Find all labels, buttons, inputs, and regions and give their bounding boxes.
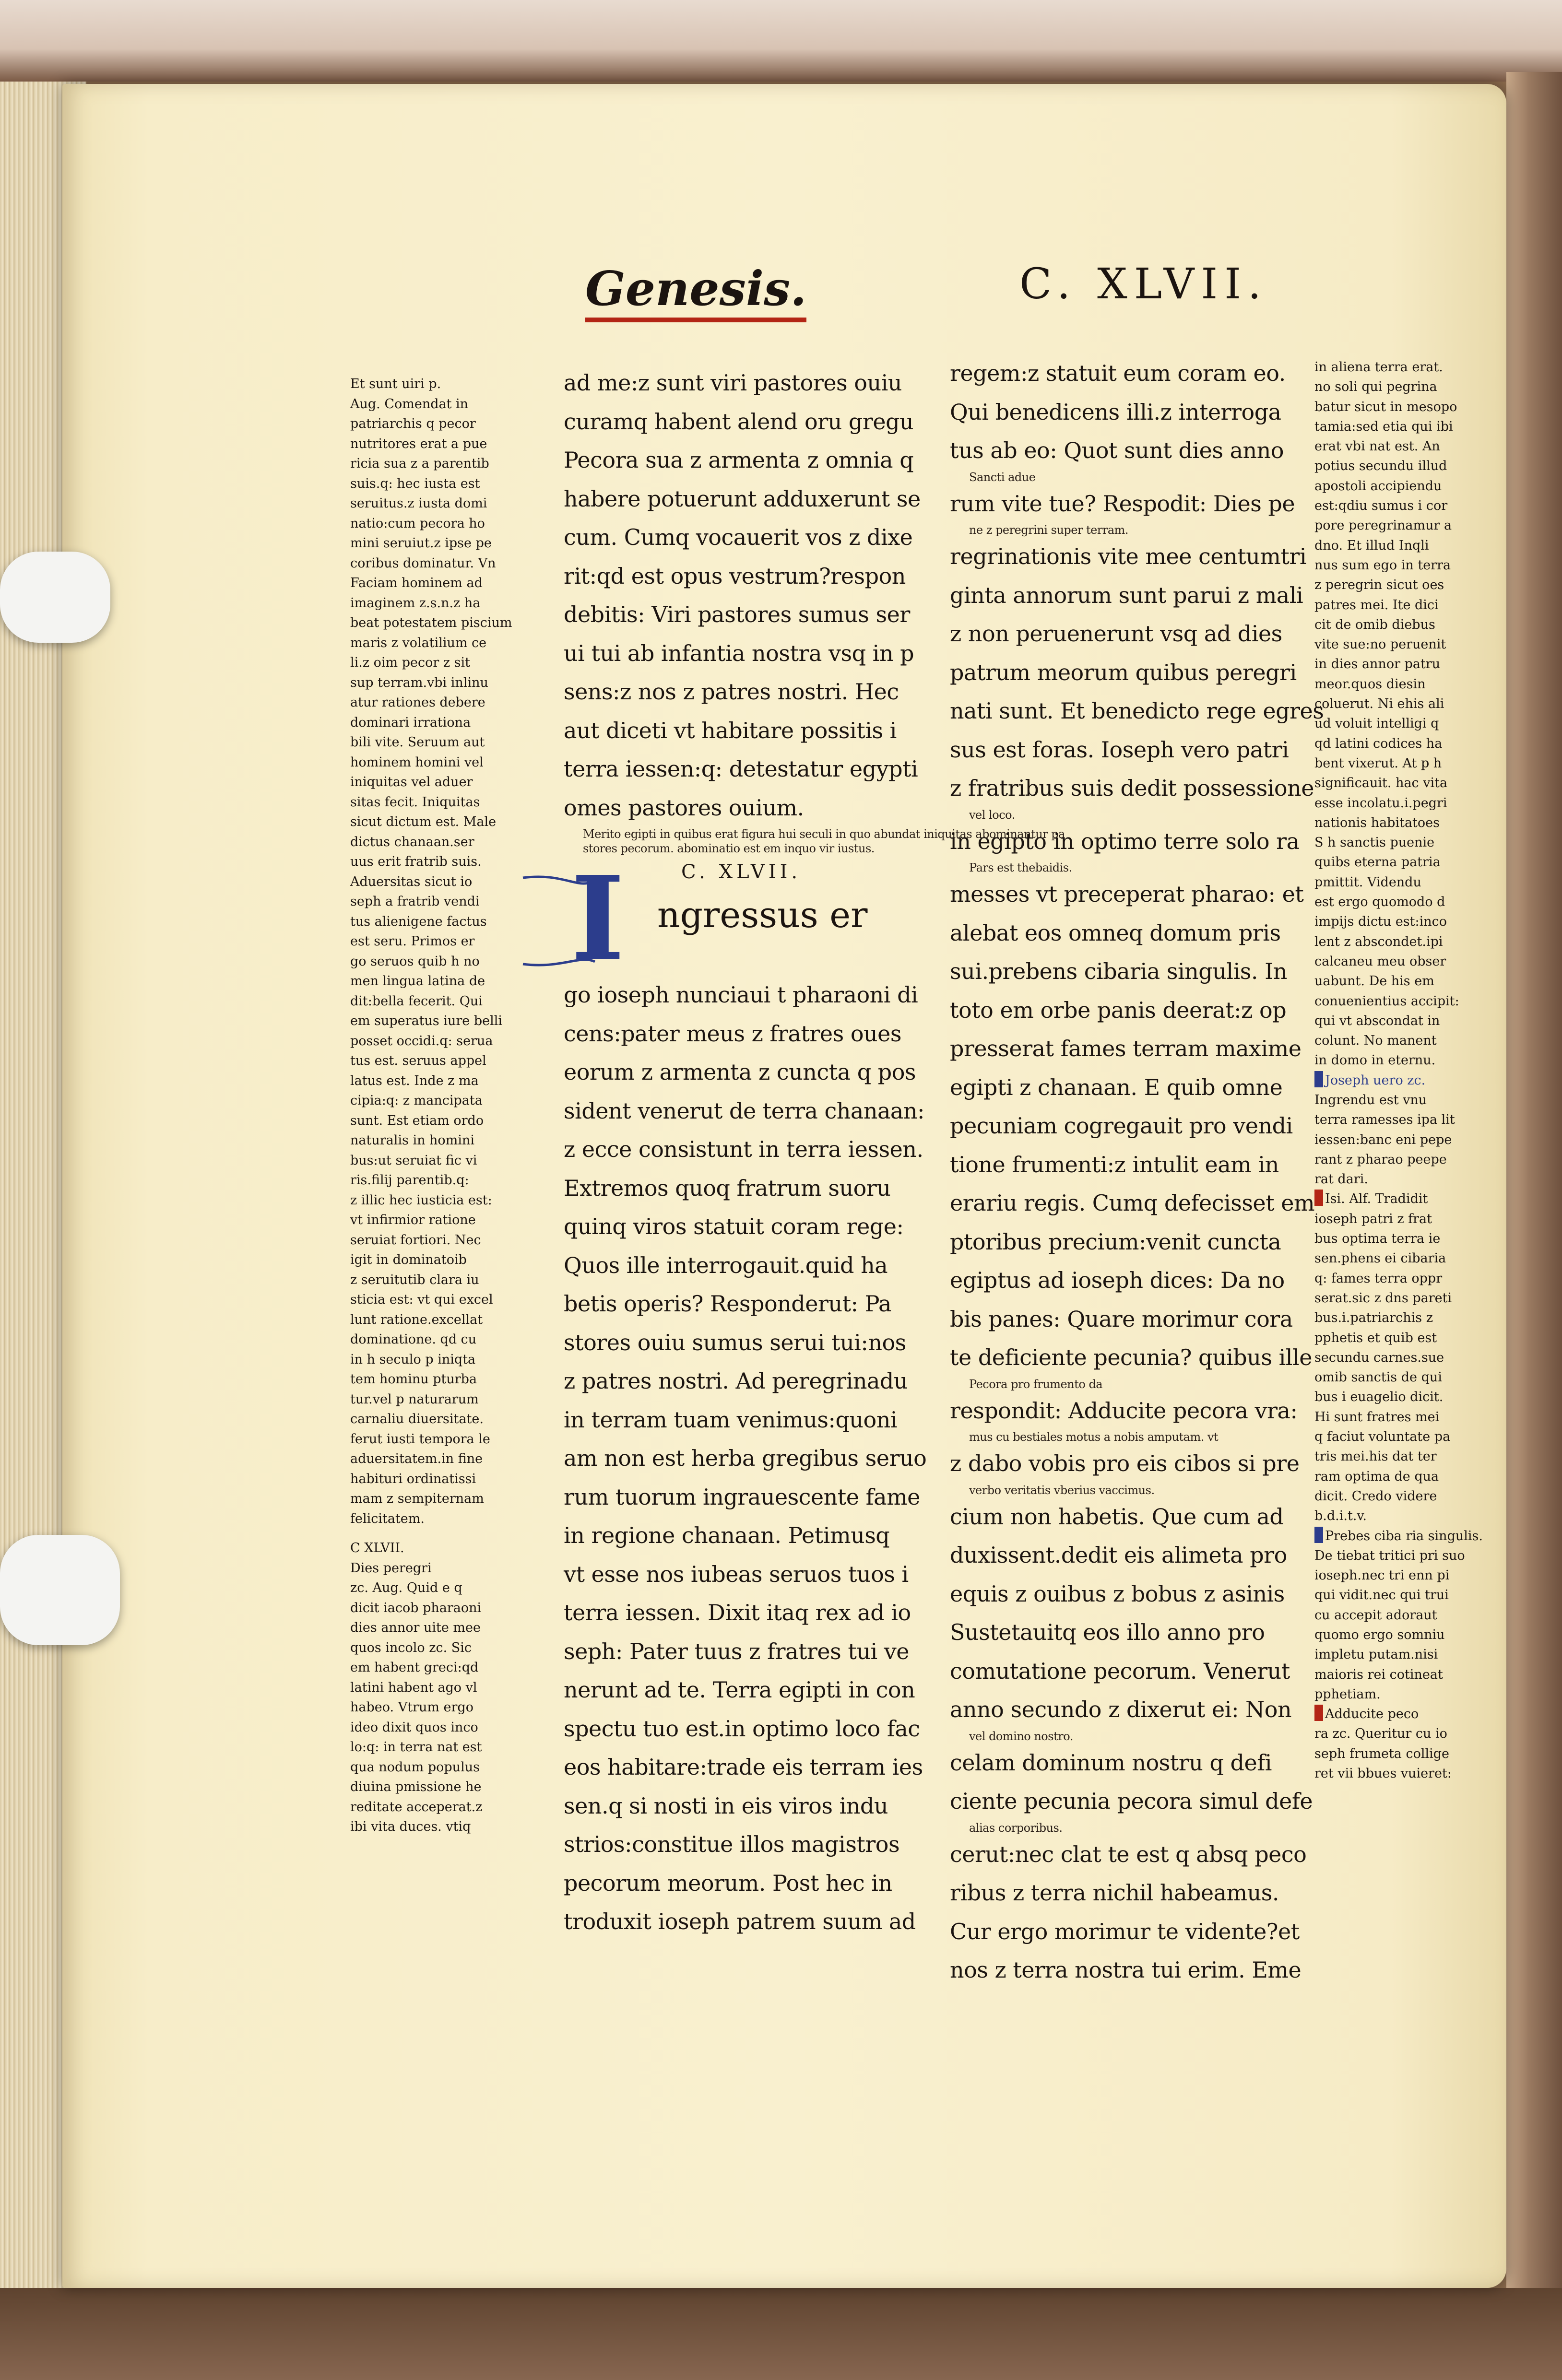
gloss-line: tus est. seruus appel xyxy=(350,1053,486,1068)
gloss-line: in aliena terra erat. xyxy=(1314,360,1443,375)
chapter-label-xlvii: C. XLVII. xyxy=(681,861,802,883)
right-gloss-d-lines xyxy=(1314,1724,1468,1783)
gloss-line: nationis habitatoes xyxy=(1314,815,1440,830)
gloss-line: rant z pharao peepe xyxy=(1314,1152,1447,1167)
gloss-line: uus erit fratrib suis. xyxy=(350,854,482,869)
gloss-line: dictus chanaan.ser xyxy=(350,834,474,849)
text-line: z non peruenerunt vsq ad dies xyxy=(950,621,1282,647)
gloss-line: sticia est: vt qui excel xyxy=(350,1292,493,1307)
interlinear-gloss: Sancti adue xyxy=(969,470,1036,484)
text-line: nati sunt. Et benedicto rege egres xyxy=(950,698,1324,724)
binding-top xyxy=(0,0,1562,82)
gloss-line: qui vidit.nec qui trui xyxy=(1314,1588,1449,1603)
text-line: respondit: Adducite pecora vra: xyxy=(950,1397,1298,1424)
gloss-line: mini seruiut.z ipse pe xyxy=(350,536,492,551)
gloss-line: hominem homini vel xyxy=(350,754,484,770)
text-line: seph: Pater tuus z fratres tui ve xyxy=(564,1638,909,1664)
gloss-line: qua nodum populus xyxy=(350,1759,480,1775)
gloss-line: potius secundu illud xyxy=(1314,459,1447,474)
text-line: Extremos quoq fratrum suoru xyxy=(564,1175,891,1201)
text-line: tus ab eo: Quot sunt dies anno xyxy=(950,437,1284,463)
gloss-line: bent vixerut. At p h xyxy=(1314,755,1442,771)
text-line: toto em orbe panis deerat:z op xyxy=(950,997,1287,1023)
gloss-line: beat potestatem piscium xyxy=(350,615,512,630)
right-gloss-b-head xyxy=(1314,1189,1468,1209)
gloss-line: cit de omib diebus xyxy=(1314,617,1435,632)
text-line: am non est herba gregibus seruo xyxy=(564,1445,927,1471)
gloss-line: Dies peregri xyxy=(350,1560,432,1576)
interlinear-gloss: stores pecorum. abominatio est em inquo vir iustus. xyxy=(583,842,875,855)
gloss-line: seph a fratrib vendi xyxy=(350,894,480,909)
right-gloss-a-head-text: Joseph uero zc. xyxy=(1325,1072,1426,1088)
gloss-line: sup terram.vbi inlinu xyxy=(350,675,488,690)
gloss-line: dit:bella fecerit. Qui xyxy=(350,993,483,1009)
text-line: sens:z nos z patres nostri. Hec xyxy=(564,679,899,705)
text-line: spectu tuo est.in optimo loco fac xyxy=(564,1715,920,1742)
text-line: duxissent.dedit eis alimeta pro xyxy=(950,1542,1287,1568)
text-line: cum. Cumq vocauerit vos z dixe xyxy=(564,524,913,550)
glove-finger-top xyxy=(0,552,110,643)
gloss-line: apostoli accipiendu xyxy=(1314,478,1442,494)
decorated-initial xyxy=(518,851,667,986)
text-line: cerut:nec clat te est q absq peco xyxy=(950,1841,1307,1867)
text-line: in egipto in optimo terre solo ra xyxy=(950,828,1300,854)
text-line: erariu regis. Cumq defecisset em xyxy=(950,1190,1315,1216)
gloss-line: vt infirmior ratione xyxy=(350,1213,476,1227)
left-gloss-chapter-label: C XLVII. xyxy=(350,1541,404,1555)
right-gloss-d-head xyxy=(1314,1704,1468,1724)
gloss-line: in h seculo p iniqta xyxy=(350,1352,476,1367)
text-line: aut diceti vt habitare possitis i xyxy=(564,717,897,743)
gloss-line: Aug. Comendat in xyxy=(350,396,469,412)
text-line: z ecce consistunt in terra iessen. xyxy=(564,1136,923,1162)
right-gloss-b-head-text: Isi. Alf. Tradidit xyxy=(1325,1191,1428,1207)
red-paragraph-mark-icon xyxy=(1314,1705,1323,1721)
text-line: Cur ergo morimur te vidente?et xyxy=(950,1918,1300,1944)
main-text-column-2 xyxy=(950,354,1324,1990)
gloss-line: terra ramesses ipa lit xyxy=(1314,1112,1455,1128)
gloss-line: z seruitutib clara iu xyxy=(350,1272,479,1287)
gloss-line: natio:cum pecora ho xyxy=(350,516,485,531)
gloss-line: uabunt. De his em xyxy=(1314,974,1434,989)
gloss-line: esse incolatu.i.pegri xyxy=(1314,795,1447,811)
gloss-line: coribus dominatur. Vn xyxy=(350,555,496,571)
text-line: presserat fames terram maxime xyxy=(950,1036,1302,1061)
text-line: z dabo vobis pro eis cibos si pre xyxy=(950,1450,1300,1476)
text-line: messes vt preceperat pharao: et xyxy=(950,881,1304,907)
gloss-line: z illic hec iusticia est: xyxy=(350,1192,492,1208)
gloss-line: go seruos quib h no xyxy=(350,954,480,969)
interlinear-gloss: Merito egipti in quibus erat figura hui seculi in quo abundat iniquitas abominantur pa xyxy=(583,827,1065,841)
text-line: vt esse nos iubeas seruos tuos i xyxy=(564,1561,909,1587)
book-edge-right xyxy=(1506,72,1562,2302)
gloss-line: tamia:sed etia qui ibi xyxy=(1314,419,1453,434)
gloss-line: ricia sua z a parentib xyxy=(350,456,489,471)
gloss-line: diuina pmissione he xyxy=(350,1779,482,1794)
text-line: rum vite tue? Respodit: Dies pe xyxy=(950,490,1295,517)
chapter-incipit: ngressus er xyxy=(657,895,868,936)
gloss-line: qd latini codices ha xyxy=(1314,736,1443,751)
gloss-line: secundu carnes.sue xyxy=(1314,1350,1444,1365)
text-line: pecorum meorum. Post hec in xyxy=(564,1870,892,1896)
text-line: terra iessen:q: detestatur egypti xyxy=(564,756,918,782)
running-head-book: Genesis. xyxy=(585,261,806,322)
gloss-line: qui vt abscondat in xyxy=(1314,1013,1440,1028)
text-line: in regione chanaan. Petimusq xyxy=(564,1522,890,1548)
right-gloss-b-lines xyxy=(1314,1209,1468,1526)
text-line: quinq viros statuit coram rege: xyxy=(564,1214,904,1239)
gloss-line: quos incolo zc. Sic xyxy=(350,1640,472,1655)
gloss-line: ra zc. Queritur cu io xyxy=(1314,1726,1447,1742)
gloss-line: dominari irrationa xyxy=(350,715,471,730)
text-line: cium non habetis. Que cum ad xyxy=(950,1503,1284,1530)
gloss-line: q: fames terra oppr xyxy=(1314,1271,1443,1286)
gloss-line: pphetiam. xyxy=(1314,1686,1381,1702)
gloss-line: dies annor uite mee xyxy=(350,1620,481,1635)
gloss-line: zc. Aug. Quid e q xyxy=(350,1580,462,1595)
gloss-line: ferut iusti tempora le xyxy=(350,1431,490,1447)
gloss-line: posset occidi.q: serua xyxy=(350,1033,493,1049)
gloss-line: em habent greci:qd xyxy=(350,1660,479,1675)
text-line: sen.q si nosti in eis viros indu xyxy=(564,1792,888,1819)
gloss-line: dicit iacob pharaoni xyxy=(350,1600,482,1615)
gloss-line: impijs dictu est:inco xyxy=(1314,914,1447,930)
gloss-line: rat dari. xyxy=(1314,1172,1368,1187)
gloss-line: patres mei. Ite dici xyxy=(1314,597,1439,613)
text-line: terra iessen. Dixit itaq rex ad io xyxy=(564,1600,911,1626)
text-line: stores ouiu sumus serui tui:nos xyxy=(564,1329,906,1355)
text-line: habere potuerunt adduxerunt se xyxy=(564,485,921,512)
gloss-line: De tiebat tritici pri suo xyxy=(1314,1548,1465,1563)
gloss-line: bus i euagelio dicit. xyxy=(1314,1390,1444,1405)
gloss-line: q faciut voluntate pa xyxy=(1314,1429,1451,1445)
text-line: ginta annorum sunt parui z mali xyxy=(950,582,1303,608)
gloss-line: aduersitatem.in fine xyxy=(350,1451,483,1466)
gloss-line: felicitatem. xyxy=(350,1511,425,1526)
text-line: patrum meorum quibus peregri xyxy=(950,659,1297,685)
text-line: regem:z statuit eum coram eo. xyxy=(950,360,1286,386)
text-line: rit:qd est opus vestrum?respon xyxy=(564,563,906,589)
gloss-line: significauit. hac vita xyxy=(1314,776,1448,791)
gloss-line: iniquitas vel aduer xyxy=(350,775,473,789)
gloss-line: patriarchis q pecor xyxy=(350,416,476,431)
text-line: sident venerut de terra chanaan: xyxy=(564,1097,924,1124)
gloss-line: vite sue:no peruenit xyxy=(1314,637,1446,652)
gloss-line: ioseph.nec tri enn pi xyxy=(1314,1568,1450,1583)
text-line: z patres nostri. Ad peregrinadu xyxy=(564,1368,908,1394)
gloss-line: ram optima de qua xyxy=(1314,1469,1439,1484)
blue-paragraph-mark-icon xyxy=(1314,1071,1323,1087)
interlinear-gloss: alias corporibus. xyxy=(969,1821,1063,1835)
main-col2-lines xyxy=(950,354,1324,1990)
interlinear-gloss: Pecora pro frumento da xyxy=(969,1377,1103,1391)
gloss-line: Et sunt uiri p. xyxy=(350,377,441,391)
gloss-line: batur sicut in mesopo xyxy=(1314,399,1457,414)
gloss-line: bili vite. Seruum aut xyxy=(350,735,485,750)
gloss-line: latini habent ago vl xyxy=(350,1680,477,1695)
gloss-line: ris.filij parentib.q: xyxy=(350,1173,469,1188)
gloss-line: pphetis et quib est xyxy=(1314,1330,1437,1345)
gloss-line: men lingua latina de xyxy=(350,974,485,989)
gloss-line: est:qdiu sumus i cor xyxy=(1314,498,1448,514)
interlinear-gloss: Pars est thebaidis. xyxy=(969,861,1072,874)
book-edge-bottom xyxy=(0,2288,1562,2380)
gloss-line: naturalis in homini xyxy=(350,1133,474,1148)
gloss-line: z peregrin sicut oes xyxy=(1314,577,1444,593)
text-line: nos z terra nostra tui erim. Eme xyxy=(950,1957,1302,1983)
text-line: pecuniam cogregauit pro vendi xyxy=(950,1113,1293,1139)
left-gloss2-lines xyxy=(350,1558,523,1837)
gloss-line: erat vbi nat est. An xyxy=(1314,439,1440,454)
gloss-line: bus.i.patriarchis z xyxy=(1314,1310,1433,1326)
right-gloss-d-head-text: Adducite peco xyxy=(1325,1707,1419,1722)
initial-letter-i: I xyxy=(571,851,625,986)
gloss-line: meor.quos diesin xyxy=(1314,676,1426,692)
gloss-line: nus sum ego in terra xyxy=(1314,557,1451,573)
gloss-line: calcaneu meu obser xyxy=(1314,954,1446,969)
gloss-line: lunt ratione.excellat xyxy=(350,1312,483,1327)
gloss-line: bus optima terra ie xyxy=(1314,1231,1441,1247)
gloss-line: S h sanctis puenie xyxy=(1314,835,1435,850)
text-line: anno secundo z dixerut ei: Non xyxy=(950,1697,1292,1722)
text-line: ciente pecunia pecora simul defe xyxy=(950,1788,1313,1814)
gloss-line: nutritores erat a pue xyxy=(350,436,487,451)
glove-finger-bottom xyxy=(0,1535,120,1645)
gloss-line: ioseph patri z frat xyxy=(1314,1211,1432,1226)
text-line: curamq habent alend oru gregu xyxy=(564,408,914,435)
gloss-line: dicit. Credo videre xyxy=(1314,1488,1437,1504)
gloss-line: seruiat fortiori. Nec xyxy=(350,1232,481,1248)
gloss-line: maioris rei cotineat xyxy=(1314,1667,1443,1682)
text-line: rum tuorum ingrauescente fame xyxy=(564,1484,920,1510)
text-line: betis operis? Responderut: Pa xyxy=(564,1291,891,1317)
gloss-line: dno. Et illud Inqli xyxy=(1314,538,1429,553)
text-line: tione frumenti:z intulit eam in xyxy=(950,1151,1279,1178)
gloss-line: pmittit. Videndu xyxy=(1314,874,1421,890)
gloss-line: habeo. Vtrum ergo xyxy=(350,1700,473,1715)
gloss-line: sen.phens ei cibaria xyxy=(1314,1251,1446,1266)
gloss-line: no soli qui pegrina xyxy=(1314,379,1437,395)
right-gloss-lines xyxy=(1314,357,1468,1071)
gloss-line: ibi vita duces. vtiq xyxy=(350,1819,471,1834)
left-gloss-column xyxy=(350,374,523,1837)
text-line: sui.prebens cibaria singulis. In xyxy=(950,958,1287,984)
interlinear-gloss: ne z peregrini super terram. xyxy=(969,523,1129,537)
gloss-line: Aduersitas sicut io xyxy=(350,874,473,889)
interlinear-gloss: mus cu bestiales motus a nobis amputam. vt xyxy=(969,1430,1219,1444)
text-line: ptoribus precium:venit cuncta xyxy=(950,1228,1281,1255)
gloss-line: impletu putam.nisi xyxy=(1314,1647,1438,1662)
gloss-line: colunt. No manent xyxy=(1314,1033,1437,1049)
gloss-line: cipia:q: z mancipata xyxy=(350,1093,483,1108)
gloss-line: est ergo quomodo d xyxy=(1314,895,1445,910)
gloss-line: coluerut. Ni ehis ali xyxy=(1314,696,1444,712)
text-line: regrinationis vite mee centumtri xyxy=(950,543,1307,569)
main-col1-lines-a xyxy=(564,364,921,827)
gloss-line: li.z oim pecor z sit xyxy=(350,655,471,670)
text-line: Qui benedicens illi.z interroga xyxy=(950,399,1281,425)
gloss-line: em superatus iure belli xyxy=(350,1013,503,1028)
running-head-chapter: C. XLVII. xyxy=(1019,259,1268,308)
gloss-line: b.d.i.t.v. xyxy=(1314,1508,1367,1524)
gloss-line: bus:ut seruiat fic vi xyxy=(350,1153,477,1168)
gloss-line: atur rationes debere xyxy=(350,695,485,710)
right-gloss-c-head xyxy=(1314,1526,1483,1546)
text-line: Quos ille interrogauit.quid ha xyxy=(564,1252,888,1278)
left-gloss-lines xyxy=(350,374,523,1529)
text-line: ribus z terra nichil habeamus. xyxy=(950,1880,1279,1906)
text-line: troduxit ioseph patrem suum ad xyxy=(564,1909,916,1934)
gloss-line: carnaliu diuersitate. xyxy=(350,1412,484,1426)
gloss-line: mam z sempiternam xyxy=(350,1491,484,1506)
blue-paragraph-mark-icon xyxy=(1314,1527,1323,1543)
text-line: go ioseph nunciaui t pharaoni di xyxy=(564,982,918,1008)
gloss-line: Faciam hominem ad xyxy=(350,576,483,590)
text-line: z fratribus suis dedit possessione xyxy=(950,775,1314,801)
gloss-line: maris z volatilium ce xyxy=(350,635,487,650)
gloss-line: in domo in eternu. xyxy=(1314,1053,1436,1068)
gloss-line: imaginem z.s.n.z ha xyxy=(350,595,481,611)
gloss-line: iessen:banc eni pepe xyxy=(1314,1132,1452,1147)
gloss-line: Hi sunt fratres mei xyxy=(1314,1409,1440,1425)
text-line: egipti z chanaan. E quib omne xyxy=(950,1074,1283,1100)
text-line: comutatione pecorum. Venerut xyxy=(950,1658,1290,1684)
gloss-line: sitas fecit. Iniquitas xyxy=(350,794,480,810)
gloss-line: tem hominu pturba xyxy=(350,1372,477,1387)
right-gloss-c-lines xyxy=(1314,1546,1468,1704)
text-line: sus est foras. Ioseph vero patri xyxy=(950,736,1289,763)
gloss-line: ideo dixit quos inco xyxy=(350,1720,478,1735)
text-line: celam dominum nostru q defi xyxy=(950,1749,1272,1776)
right-gloss-a-lines xyxy=(1314,1090,1468,1189)
text-line: eos habitare:trade eis terram ies xyxy=(564,1754,923,1780)
gloss-line: seph frumeta collige xyxy=(1314,1746,1450,1761)
text-line: ad me:z sunt viri pastores ouiu xyxy=(564,370,902,396)
right-gloss-c-head-text: Prebes ciba ria singulis. xyxy=(1325,1528,1483,1543)
gloss-line: cu accepit adoraut xyxy=(1314,1607,1437,1623)
gloss-line: in dies annor patru xyxy=(1314,657,1441,672)
gloss-line: serat.sic z dns pareti xyxy=(1314,1290,1452,1306)
gloss-line: seruitus.z iusta domi xyxy=(350,496,487,511)
gloss-line: conuenientius accipit: xyxy=(1314,993,1459,1009)
red-paragraph-mark-icon xyxy=(1314,1190,1323,1206)
text-line: cens:pater meus z fratres oues xyxy=(564,1020,901,1047)
gloss-line: sicut dictum est. Male xyxy=(350,814,497,829)
gloss-line: lo:q: in terra nat est xyxy=(350,1740,482,1755)
text-line: te deficiente pecunia? quibus ille xyxy=(950,1344,1312,1370)
text-line: nerunt ad te. Terra egipti in con xyxy=(564,1677,915,1703)
gloss-line: Ingrendu est vnu xyxy=(1314,1092,1427,1108)
gloss-line: latus est. Inde z ma xyxy=(350,1073,479,1088)
interlinear-gloss: vel loco. xyxy=(969,808,1015,822)
text-line: ui tui ab infantia nostra vsq in p xyxy=(564,640,914,666)
gloss-line: ud voluit intelligi q xyxy=(1314,716,1439,731)
text-line: eorum z armenta z cuncta q pos xyxy=(564,1059,916,1085)
gloss-line: lent z abscondet.ipi xyxy=(1314,934,1443,949)
gloss-line: ret vii bbues vuieret: xyxy=(1314,1766,1452,1781)
gloss-line: suis.q: hec iusta est xyxy=(350,476,480,491)
main-col1-lines-b xyxy=(564,976,927,1941)
gloss-line: reditate acceperat.z xyxy=(350,1799,483,1814)
gloss-line: sunt. Est etiam ordo xyxy=(350,1113,484,1128)
gloss-line: habituri ordinatissi xyxy=(350,1471,476,1486)
text-line: strios:constitue illos magistros xyxy=(564,1831,900,1857)
text-line: egiptus ad ioseph dices: Da no xyxy=(950,1267,1285,1293)
text-line: Sustetauitq eos illo anno pro xyxy=(950,1619,1265,1645)
text-line: omes pastores ouium. xyxy=(564,794,804,821)
gloss-line: tris mei.his dat ter xyxy=(1314,1449,1437,1464)
right-gloss-column xyxy=(1314,357,1483,1783)
gloss-line: igit in dominatoib xyxy=(350,1252,467,1267)
gloss-line: est seru. Primos er xyxy=(350,934,475,949)
gloss-line: quomo ergo somniu xyxy=(1314,1627,1445,1642)
text-line: bis panes: Quare morimur cora xyxy=(950,1306,1293,1332)
text-line: in terram tuam venimus:quoni xyxy=(564,1406,898,1433)
gloss-line: quibs eterna patria xyxy=(1314,855,1441,870)
text-line: Pecora sua z armenta z omnia q xyxy=(564,447,914,473)
interlinear-gloss: verbo veritatis vberius vaccimus. xyxy=(969,1483,1155,1497)
text-line: alebat eos omneq domum pris xyxy=(950,919,1281,946)
right-gloss-a-head xyxy=(1314,1071,1468,1090)
gloss-line: tur.vel p naturarum xyxy=(350,1391,479,1407)
text-line: debitis: Viri pastores sumus ser xyxy=(564,601,910,627)
text-line: equis z ouibus z bobus z asinis xyxy=(950,1580,1285,1607)
gloss-line: tus alienigene factus xyxy=(350,914,487,929)
gloss-line: dominatione. qd cu xyxy=(350,1332,477,1347)
interlinear-gloss: vel domino nostro. xyxy=(969,1729,1073,1743)
gloss-line: omib sanctis de qui xyxy=(1314,1370,1442,1385)
gloss-line: pore peregrinamur a xyxy=(1314,518,1452,533)
